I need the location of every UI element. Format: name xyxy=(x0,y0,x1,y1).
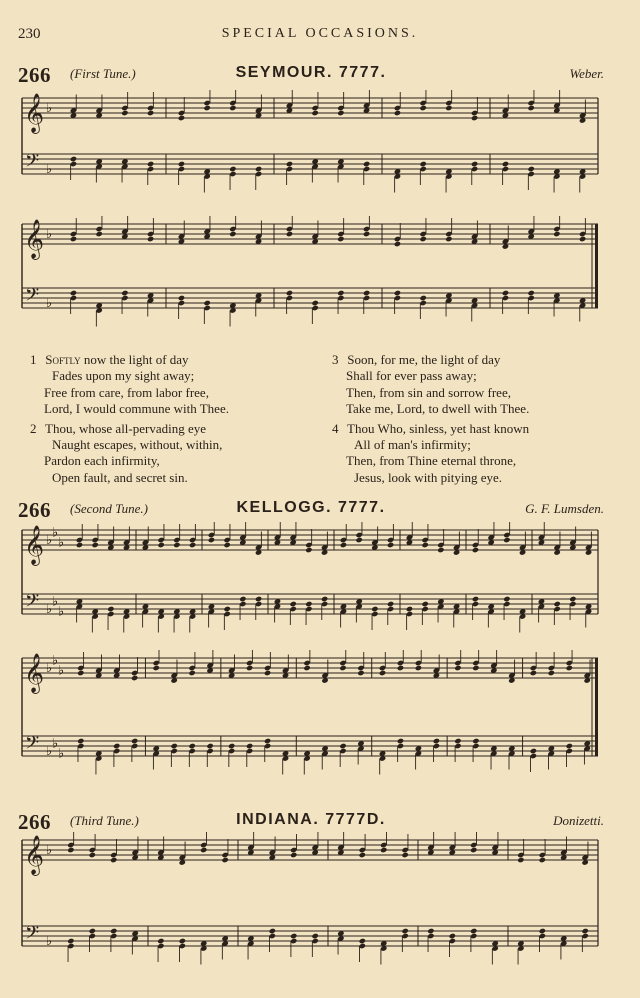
section-title: SPECIAL OCCASIONS. xyxy=(221,26,419,41)
staff-notation xyxy=(20,216,600,334)
notehead xyxy=(471,115,478,121)
notehead xyxy=(178,161,185,167)
flat-sign-icon: ♭ xyxy=(58,663,65,679)
notehead xyxy=(70,236,77,242)
notehead xyxy=(527,290,534,296)
notehead xyxy=(178,115,185,121)
notehead xyxy=(340,542,347,548)
notehead xyxy=(472,547,479,553)
stanza xyxy=(332,352,607,418)
notehead xyxy=(89,928,96,934)
notehead xyxy=(566,743,573,749)
flat-sign-icon: ♭ xyxy=(46,533,53,548)
notehead xyxy=(208,537,215,543)
notehead xyxy=(415,665,422,671)
notehead xyxy=(67,938,74,944)
stanza-line: Then, from Thine eternal throne, xyxy=(346,453,517,469)
notehead xyxy=(433,738,440,744)
staff-notation xyxy=(20,90,600,200)
notehead xyxy=(289,601,296,607)
flat-sign-icon: ♭ xyxy=(46,101,53,116)
notehead xyxy=(153,665,160,671)
notehead xyxy=(517,857,524,863)
notehead xyxy=(379,670,386,676)
notehead xyxy=(305,601,312,607)
notehead xyxy=(188,670,195,676)
notehead xyxy=(239,596,246,602)
stanza-number: 1 xyxy=(30,352,37,367)
stanza-line: Pardon each infirmity, xyxy=(44,453,160,469)
tune-name: INDIANA. 7777D. xyxy=(236,811,386,828)
notehead xyxy=(470,928,477,934)
notehead xyxy=(419,295,426,301)
notehead xyxy=(178,295,185,301)
notehead xyxy=(290,933,297,939)
notehead xyxy=(147,236,154,242)
notehead xyxy=(131,738,138,744)
flat-sign-icon: ♭ xyxy=(58,604,65,620)
notehead xyxy=(419,105,426,111)
notehead xyxy=(387,601,394,607)
stanza-number: 2 xyxy=(30,420,37,436)
notehead xyxy=(170,743,177,749)
notehead xyxy=(246,665,253,671)
notehead xyxy=(339,743,346,749)
notehead xyxy=(359,938,366,944)
notehead xyxy=(581,928,588,934)
notehead xyxy=(397,665,404,671)
flat-sign-icon: ♭ xyxy=(46,843,53,858)
notehead xyxy=(527,166,534,172)
notehead xyxy=(445,236,452,242)
notehead xyxy=(286,290,293,296)
notehead xyxy=(394,290,401,296)
notehead xyxy=(359,852,366,858)
notehead xyxy=(305,547,312,553)
notehead xyxy=(89,852,96,858)
notehead xyxy=(157,938,164,944)
flat-sign-icon: ♭ xyxy=(46,296,53,311)
hymn-heading-indiana xyxy=(18,810,604,832)
notehead xyxy=(397,738,404,744)
stanza-line: Naught escapes, without, within, xyxy=(52,437,223,453)
bass-clef-icon: 𝄢 xyxy=(25,591,40,616)
notehead xyxy=(502,161,509,167)
flat-sign-icon: ♭ xyxy=(46,162,53,177)
notehead xyxy=(131,675,138,681)
music-system xyxy=(20,90,600,200)
stanza xyxy=(332,421,607,487)
notehead xyxy=(530,670,537,676)
notehead xyxy=(203,300,210,306)
notehead xyxy=(454,665,461,671)
notehead xyxy=(255,596,262,602)
notehead xyxy=(337,110,344,116)
stanza-line: Open fault, and secret sin. xyxy=(52,469,188,485)
stanza-column-right xyxy=(332,352,607,489)
notehead xyxy=(269,928,276,934)
treble-clef-icon: 𝄞 xyxy=(24,93,45,133)
notehead xyxy=(357,670,364,676)
notehead xyxy=(264,738,271,744)
composer: Donizetti. xyxy=(553,813,604,828)
notehead xyxy=(110,857,117,863)
stanza-line: now the light of day xyxy=(83,352,189,367)
flat-sign-icon: ♭ xyxy=(46,227,53,242)
notehead xyxy=(503,537,510,543)
bass-clef-icon: 𝄢 xyxy=(25,285,40,310)
notehead xyxy=(380,847,387,853)
notehead xyxy=(363,161,370,167)
notehead xyxy=(91,542,98,548)
music-system xyxy=(20,522,600,640)
notehead xyxy=(206,743,213,749)
notehead xyxy=(419,161,426,167)
notehead xyxy=(121,110,128,116)
stanza-number: 4 xyxy=(332,420,339,436)
notehead xyxy=(579,236,586,242)
stanza-line: Thou, whose all-pervading eye xyxy=(45,420,207,436)
notehead xyxy=(527,105,534,111)
flat-sign-icon: ♭ xyxy=(52,736,59,752)
notehead xyxy=(77,738,84,744)
notehead xyxy=(355,537,362,543)
notehead xyxy=(472,665,479,671)
notehead xyxy=(70,290,77,296)
treble-clef-icon: 𝄞 xyxy=(24,219,45,259)
flat-sign-icon: ♭ xyxy=(46,661,53,676)
hymn-number: 266 xyxy=(18,63,51,87)
notehead xyxy=(337,290,344,296)
flat-sign-icon: ♭ xyxy=(52,525,59,541)
notehead xyxy=(454,738,461,744)
notehead xyxy=(472,596,479,602)
notehead xyxy=(470,847,477,853)
flat-sign-icon: ♭ xyxy=(52,594,59,610)
notehead xyxy=(255,166,262,172)
notehead xyxy=(311,300,318,306)
bass-clef-icon: 𝄢 xyxy=(25,151,40,176)
notehead xyxy=(173,542,180,548)
notehead xyxy=(223,542,230,548)
notehead xyxy=(401,852,408,858)
stanza-line: All of man's infirmity; xyxy=(354,437,471,453)
notehead xyxy=(228,743,235,749)
notehead xyxy=(264,670,271,676)
notehead xyxy=(363,290,370,296)
notehead xyxy=(311,933,318,939)
stanza-line: Jesus, look with pitying eye. xyxy=(354,469,503,485)
notehead xyxy=(147,110,154,116)
music-system xyxy=(20,216,600,334)
stanza-column-left xyxy=(30,352,305,489)
flat-sign-icon: ♭ xyxy=(46,934,53,949)
notehead xyxy=(339,665,346,671)
staff-notation xyxy=(20,522,600,640)
notehead xyxy=(67,847,74,853)
notehead xyxy=(95,231,102,237)
notehead xyxy=(548,670,555,676)
stanza-line: Fades upon my sight away; xyxy=(52,368,195,384)
notehead xyxy=(179,938,186,944)
notehead xyxy=(189,542,196,548)
notehead xyxy=(394,110,401,116)
treble-clef-icon: 𝄞 xyxy=(24,653,45,693)
hymn-text xyxy=(30,352,600,485)
stanza-number: 3 xyxy=(332,352,339,367)
hymn-heading-kellogg xyxy=(18,498,604,520)
notehead xyxy=(203,105,210,111)
notehead xyxy=(157,542,164,548)
notehead xyxy=(221,857,228,863)
notehead xyxy=(286,231,293,237)
notehead xyxy=(246,743,253,749)
notehead xyxy=(387,542,394,548)
hymn-heading-seymour xyxy=(18,63,604,85)
notehead xyxy=(229,166,236,172)
stanza-line: Soon, for me, the light of day xyxy=(347,352,501,367)
music-system xyxy=(20,650,600,782)
notehead xyxy=(337,236,344,242)
notehead xyxy=(566,665,573,671)
flat-sign-icon: ♭ xyxy=(46,744,53,759)
notehead xyxy=(229,105,236,111)
notehead xyxy=(229,231,236,237)
tune-name: SEYMOUR. 7777. xyxy=(235,64,387,81)
page-number: 230 xyxy=(18,26,41,42)
treble-clef-icon: 𝄞 xyxy=(24,525,45,565)
notehead xyxy=(70,156,77,162)
stanza-line: Lord, I would commune with Thee. xyxy=(44,401,229,417)
notehead xyxy=(107,606,114,612)
tune-label: (Second Tune.) xyxy=(70,501,148,516)
tune-name: KELLOGG. 7777. xyxy=(236,499,386,516)
stanza-line: Take me, Lord, to dwell with Thee. xyxy=(346,401,530,417)
notehead xyxy=(427,928,434,934)
page-header xyxy=(18,26,622,46)
notehead xyxy=(113,743,120,749)
notehead xyxy=(321,596,328,602)
notehead xyxy=(188,743,195,749)
notehead xyxy=(472,738,479,744)
notehead xyxy=(363,231,370,237)
notehead xyxy=(223,606,230,612)
bass-clef-icon: 𝄢 xyxy=(25,923,40,948)
stanza-line: Then, from sin and sorrow free, xyxy=(346,384,511,400)
notehead xyxy=(290,852,297,858)
notehead xyxy=(539,928,546,934)
stanza-line: Free from care, from labor free, xyxy=(44,384,209,400)
notehead xyxy=(200,847,207,853)
bass-clef-icon: 𝄢 xyxy=(25,733,40,758)
tune-label: (Third Tune.) xyxy=(70,813,139,828)
treble-clef-icon: 𝄞 xyxy=(24,835,45,875)
notehead xyxy=(502,290,509,296)
flat-sign-icon: ♭ xyxy=(46,602,53,617)
hymn-number: 266 xyxy=(18,810,51,834)
hymn-number: 266 xyxy=(18,498,51,522)
flat-sign-icon: ♭ xyxy=(52,653,59,669)
notehead xyxy=(406,606,413,612)
stanza-first-word: Softly xyxy=(45,352,81,367)
notehead xyxy=(445,105,452,111)
notehead xyxy=(77,670,84,676)
notehead xyxy=(121,290,128,296)
flat-sign-icon: ♭ xyxy=(58,746,65,762)
notehead xyxy=(449,933,456,939)
composer: Weber. xyxy=(569,66,604,81)
notehead xyxy=(421,601,428,607)
notehead xyxy=(147,161,154,167)
notehead xyxy=(76,542,83,548)
notehead xyxy=(437,547,444,553)
notehead xyxy=(471,161,478,167)
notehead xyxy=(371,606,378,612)
notehead xyxy=(421,542,428,548)
notehead xyxy=(553,601,560,607)
stanza xyxy=(30,352,305,418)
notehead xyxy=(553,231,560,237)
stanza xyxy=(30,421,305,487)
music-system xyxy=(20,832,600,972)
flat-sign-icon: ♭ xyxy=(58,535,65,551)
staff-notation xyxy=(20,650,600,782)
notehead xyxy=(311,110,318,116)
notehead xyxy=(503,596,510,602)
notehead xyxy=(530,748,537,754)
staff-notation xyxy=(20,832,600,972)
notehead xyxy=(110,928,117,934)
composer: G. F. Lumsden. xyxy=(525,501,604,516)
notehead xyxy=(569,596,576,602)
notehead xyxy=(401,928,408,934)
tune-label: (First Tune.) xyxy=(70,66,136,81)
notehead xyxy=(419,236,426,242)
notehead xyxy=(539,857,546,863)
stanza-line: Thou Who, sinless, yet hast known xyxy=(347,420,530,436)
notehead xyxy=(394,241,401,247)
notehead xyxy=(303,665,310,671)
stanza-line: Shall for ever pass away; xyxy=(346,368,477,384)
notehead xyxy=(286,161,293,167)
